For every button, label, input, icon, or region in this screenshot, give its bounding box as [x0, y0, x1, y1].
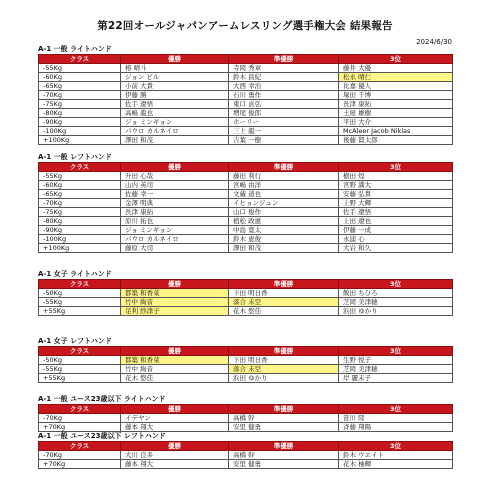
cell-class: -50Kg [39, 289, 121, 298]
section-title: A-1 一般 ライトハンド [38, 45, 112, 53]
cell-third-place: 樹田 煌 [339, 172, 453, 181]
cell-runner-up: 落合 未空 [229, 298, 339, 307]
section-title: A-1 一般 ユース23歳以下 レフトハンド [38, 432, 166, 440]
cell-class: +100Kg [39, 244, 121, 253]
header-class: クラス [39, 442, 121, 451]
cell-class: -90Kg [39, 226, 121, 235]
cell-third-place: 上田 遼也 [339, 217, 453, 226]
document-title: 第22回オールジャパンアームレスリング選手権大会 結果報告 [97, 20, 393, 32]
header-class: クラス [39, 280, 121, 289]
table-row [39, 307, 453, 316]
cell-class: -80Kg [39, 217, 121, 226]
header-runner-up: 準優勝 [229, 280, 339, 289]
table-row [39, 460, 453, 469]
header-winner: 優勝 [121, 347, 229, 356]
cell-winner: 椿 晴斗 [121, 64, 229, 73]
cell-runner-up: 鈴木 恵俊 [229, 235, 339, 244]
cell-winner: 足利 紗津子 [121, 307, 229, 316]
results-table [38, 54, 453, 145]
results-section [38, 432, 452, 469]
cell-class: -55Kg [39, 298, 121, 307]
table-header-row [39, 163, 453, 172]
table-row [39, 199, 453, 208]
cell-winner: 都築 和香菜 [121, 289, 229, 298]
table-row [39, 91, 453, 100]
cell-winner: ジョ ミンギョン [121, 226, 229, 235]
cell-runner-up: 下田 明日香 [229, 356, 339, 365]
cell-class: -75Kg [39, 208, 121, 217]
cell-third-place: 岸 麗未子 [339, 374, 453, 383]
table-row [39, 374, 453, 383]
cell-third-place: 上野 大輝 [339, 199, 453, 208]
cell-runner-up: 増尾 俊郎 [229, 109, 339, 118]
cell-winner: ジョン ビル [121, 73, 229, 82]
cell-winner: 佐藤 幸一 [121, 190, 229, 199]
header-winner: 優勝 [121, 163, 229, 172]
cell-class: -65Kg [39, 82, 121, 91]
table-row [39, 423, 453, 432]
cell-third-place: 生野 悦子 [339, 356, 453, 365]
cell-class: -55Kg [39, 64, 121, 73]
cell-winner: 都築 和香菜 [121, 356, 229, 365]
header-runner-up: 準優勝 [229, 442, 339, 451]
section-title: A-1 女子 レフトハンド [38, 337, 112, 345]
header-runner-up: 準優勝 [229, 347, 339, 356]
cell-third-place: 塚田 千博 [339, 91, 453, 100]
cell-winner: 花木 悠佳 [121, 374, 229, 383]
cell-runner-up: 高橋 幹 [229, 414, 339, 423]
cell-winner: パウロ カルネイロ [121, 235, 229, 244]
cell-winner: 佐手 遼悟 [121, 100, 229, 109]
cell-class: +55Kg [39, 374, 121, 383]
table-row [39, 181, 453, 190]
table-header-row [39, 280, 453, 289]
cell-winner: 竹中 絢音 [121, 365, 229, 374]
header-third-place: 3位 [339, 405, 453, 414]
cell-runner-up: 安里 健勇 [229, 460, 339, 469]
table-row [39, 82, 453, 91]
table-header-row [39, 405, 453, 414]
table-row [39, 118, 453, 127]
header-winner: 優勝 [121, 405, 229, 414]
cell-class: -70Kg [39, 91, 121, 100]
cell-third-place: 藤井 大優 [339, 64, 453, 73]
cell-winner: 升田 心哉 [121, 172, 229, 181]
cell-class: +70Kg [39, 460, 121, 469]
results-section [38, 45, 452, 145]
cell-runner-up: 下田 明日香 [229, 289, 339, 298]
cell-winner: 藤本 翔大 [121, 423, 229, 432]
table-row [39, 226, 453, 235]
cell-class: -55Kg [39, 172, 121, 181]
cell-winner: 藤原 大司 [121, 244, 229, 253]
cell-class: -75Kg [39, 100, 121, 109]
cell-winner: 藤本 翔大 [121, 460, 229, 469]
cell-winner: 竹中 絢音 [121, 298, 229, 307]
header-winner: 優勝 [121, 442, 229, 451]
cell-winner: イデヤン [121, 414, 229, 423]
cell-third-place: 芝岡 美津穂 [339, 365, 453, 374]
table-header-row [39, 442, 453, 451]
header-class: クラス [39, 55, 121, 64]
header-runner-up: 準優勝 [229, 405, 339, 414]
cell-winner: 伊藤 勝 [121, 91, 229, 100]
cell-third-place: 永浦 心 [339, 235, 453, 244]
cell-runner-up: 高橋 幹 [229, 451, 339, 460]
table-row [39, 365, 453, 374]
cell-runner-up: 大西 幸治 [229, 82, 339, 91]
cell-runner-up: 花木 悠佳 [229, 307, 339, 316]
cell-runner-up: 石川 勇作 [229, 91, 339, 100]
cell-third-place: 浜田 ゆかり [339, 307, 453, 316]
cell-third-place: 比嘉 優人 [339, 82, 453, 91]
cell-winner: 山内 英司 [121, 181, 229, 190]
cell-runner-up: 藤田 利行 [229, 172, 339, 181]
cell-class: +70Kg [39, 423, 121, 432]
cell-runner-up: 安里 健勇 [229, 423, 339, 432]
results-table [38, 346, 453, 383]
cell-winner: 原川 拓也 [121, 217, 229, 226]
section-title: A-1 一般 レフトハンド [38, 153, 112, 161]
header-runner-up: 準優勝 [229, 55, 339, 64]
cell-third-place: 松永 晴仁 [339, 73, 453, 82]
cell-runner-up: 中島 寛太 [229, 226, 339, 235]
cell-runner-up: 三上 龍一 [229, 127, 339, 136]
cell-third-place: 鈴木 ウエイト [339, 451, 453, 460]
cell-third-place: 安藤 弘貴 [339, 190, 453, 199]
table-header-row [39, 347, 453, 356]
header-winner: 優勝 [121, 55, 229, 64]
cell-class: +55Kg [39, 307, 121, 316]
table-row [39, 298, 453, 307]
table-row [39, 73, 453, 82]
table-row [39, 208, 453, 217]
results-section [38, 153, 452, 253]
cell-runner-up: 文蔵 道也 [229, 190, 339, 199]
table-header-row [39, 55, 453, 64]
header-third-place: 3位 [339, 280, 453, 289]
header-class: クラス [39, 163, 121, 172]
cell-third-place: 大岩 和久 [339, 244, 453, 253]
cell-third-place: 芝岡 美津穂 [339, 298, 453, 307]
cell-third-place: 伊藤 一成 [339, 226, 453, 235]
cell-runner-up: 吉葉 一樹 [229, 136, 339, 145]
cell-class: -70Kg [39, 199, 121, 208]
results-section [38, 337, 452, 383]
cell-third-place: 花木 柚輝 [339, 460, 453, 469]
cell-runner-up: 鈴木 昌紀 [229, 73, 339, 82]
header-winner: 優勝 [121, 280, 229, 289]
header-third-place: 3位 [339, 442, 453, 451]
table-row [39, 100, 453, 109]
document-date: 2024/6/30 [416, 38, 452, 46]
cell-winner: 澤田 和茂 [121, 136, 229, 145]
table-row [39, 235, 453, 244]
results-table [38, 441, 453, 469]
cell-winner: 高嶋 龍也 [121, 109, 229, 118]
cell-winner: 長津 康拓 [121, 208, 229, 217]
cell-winner: 小前 大貴 [121, 82, 229, 91]
table-row [39, 356, 453, 365]
cell-runner-up: 澤田 和茂 [229, 244, 339, 253]
results-table [38, 279, 453, 316]
cell-third-place: 宮野 満大 [339, 181, 453, 190]
cell-class: -55Kg [39, 365, 121, 374]
results-table [38, 404, 453, 432]
cell-class: +100Kg [39, 136, 121, 145]
cell-class: -60Kg [39, 73, 121, 82]
cell-runner-up: 植松 政憲 [229, 217, 339, 226]
cell-third-place: 佐手 遼悟 [339, 208, 453, 217]
table-row [39, 190, 453, 199]
cell-runner-up: 山口 俊作 [229, 208, 339, 217]
table-row [39, 109, 453, 118]
cell-third-place: 笹川 陸 [339, 414, 453, 423]
header-class: クラス [39, 347, 121, 356]
table-row [39, 244, 453, 253]
table-row [39, 289, 453, 298]
section-title: A-1 一般 ユース23歳以下 ライトハンド [38, 395, 166, 403]
cell-runner-up: ホーリー [229, 118, 339, 127]
cell-class: -70Kg [39, 414, 121, 423]
cell-class: -65Kg [39, 190, 121, 199]
section-title: A-1 女子 ライトハンド [38, 270, 112, 278]
header-third-place: 3位 [339, 347, 453, 356]
cell-runner-up: 寺岡 秀章 [229, 64, 339, 73]
cell-third-place: 土屋 雄樹 [339, 109, 453, 118]
table-row [39, 217, 453, 226]
header-third-place: 3位 [339, 55, 453, 64]
header-third-place: 3位 [339, 163, 453, 172]
cell-third-place: 長津 康拓 [339, 100, 453, 109]
cell-winner: 大川 良多 [121, 451, 229, 460]
cell-winner: 金澤 明典 [121, 199, 229, 208]
header-class: クラス [39, 405, 121, 414]
cell-class: -70Kg [39, 451, 121, 460]
cell-third-place: 飯田 ちひろ [339, 289, 453, 298]
table-row [39, 127, 453, 136]
cell-class: -90Kg [39, 118, 121, 127]
cell-class: -50Kg [39, 356, 121, 365]
table-row [39, 172, 453, 181]
cell-runner-up: イヒョンジュン [229, 199, 339, 208]
cell-class: -100Kg [39, 127, 121, 136]
table-row [39, 451, 453, 460]
results-table [38, 162, 453, 253]
table-row [39, 414, 453, 423]
cell-third-place: McAleer Jacob Niklas [339, 127, 453, 136]
results-section [38, 270, 452, 316]
cell-runner-up: 宮嶋 由洋 [229, 181, 339, 190]
cell-class: -100Kg [39, 235, 121, 244]
results-section [38, 395, 452, 432]
cell-winner: パウロ カルネイロ [121, 127, 229, 136]
header-runner-up: 準優勝 [229, 163, 339, 172]
cell-runner-up: 浜田 ゆかり [229, 374, 339, 383]
table-row [39, 136, 453, 145]
cell-third-place: 平田 大介 [339, 118, 453, 127]
cell-third-place: 斉藤 翔陽 [339, 423, 453, 432]
cell-class: -60Kg [39, 181, 121, 190]
cell-class: -80Kg [39, 109, 121, 118]
cell-runner-up: 東口 貢弘 [229, 100, 339, 109]
cell-runner-up: 落合 未空 [229, 365, 339, 374]
cell-winner: ジョ ミンギョン [121, 118, 229, 127]
table-row [39, 64, 453, 73]
cell-third-place: 後藤 賢太郎 [339, 136, 453, 145]
